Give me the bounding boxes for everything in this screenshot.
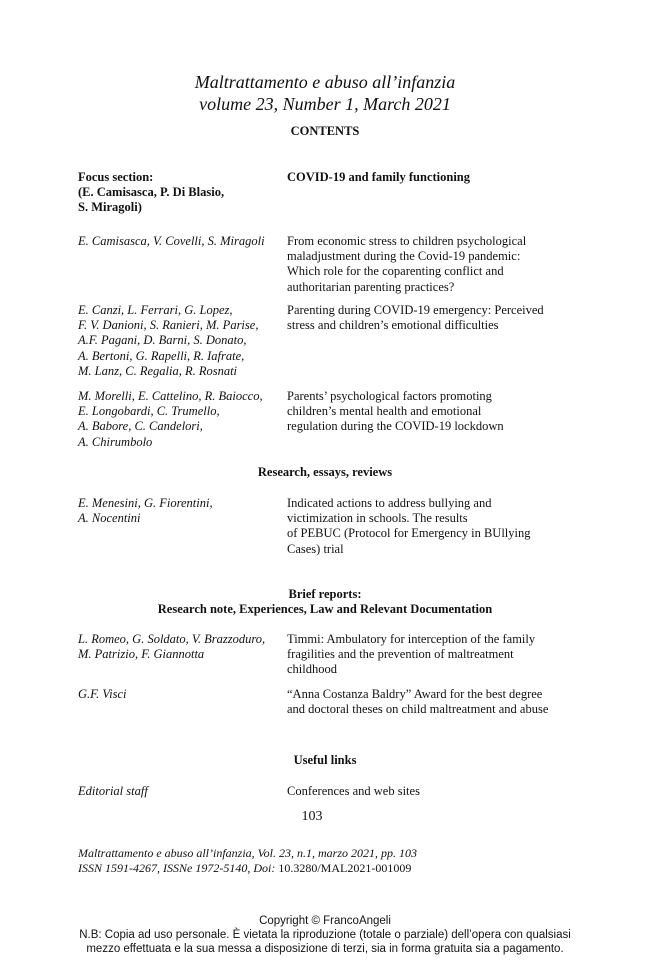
title-line: Timmi: Ambulatory for interception of the family — [287, 632, 536, 646]
title-line: regulation during the COVID-19 lockdown — [287, 419, 504, 434]
author-line: M. Patrizio, F. Giannotta — [78, 647, 205, 662]
copyright-disclaimer-line: mezzo effettuata e la sua messa a disposizione di terzi, sia in forma gratuita sia a pagamento. — [86, 943, 564, 955]
author-line: A.F. Pagani, D. Barni, S. Donato, — [78, 333, 247, 348]
entry-authors — [78, 784, 288, 799]
title-line: stress and children’s emotional difficulties — [287, 318, 499, 333]
section-heading-research: Research, essays, reviews — [257, 465, 393, 479]
focus-section-editors — [78, 170, 288, 216]
title-line: Indicated actions to address bullying and — [287, 496, 492, 510]
citation-doi: 10.3280/MAL2021-001009 — [278, 861, 412, 875]
title-line: fragilities and the prevention of maltreatment — [287, 647, 514, 662]
copyright-disclaimer-line: N.B: Copia ad uso personale. È vietata la riproduzione (totale o parziale) dell’opera con qualsiasi — [79, 929, 571, 941]
section-heading-brief-reports: Brief reports: — [288, 587, 362, 601]
citation-line: Maltrattamento e abuso all’infanzia, Vol. 23, n.1, marzo 2021, pp. 103 — [78, 846, 417, 860]
journal-title: Maltrattamento e abuso all’infanzia — [194, 72, 456, 92]
author-line: A. Bertoni, G. Rapelli, R. Iafrate, — [78, 348, 245, 363]
entry-title[interactable] — [287, 234, 587, 295]
title-line: maladjustment during the Covid-19 pandemic: — [287, 249, 521, 264]
author-line: F. V. Danioni, S. Ranieri, M. Parise, — [78, 318, 259, 333]
author-line: L. Romeo, G. Soldato, V. Brazzoduro, — [78, 632, 266, 646]
section-heading-useful-links: Useful links — [293, 753, 357, 767]
title-line: Cases) trial — [287, 541, 344, 556]
contents-heading: CONTENTS — [290, 124, 360, 138]
citation-issn-line — [78, 861, 598, 876]
focus-section-title: COVID-19 and family functioning — [287, 170, 471, 184]
title-line: From economic stress to children psychological — [287, 234, 527, 248]
author-line: E. Longobardi, C. Trumello, — [78, 404, 220, 419]
author-line: Editorial staff — [78, 784, 148, 798]
entry-title[interactable] — [287, 496, 587, 557]
citation — [78, 846, 598, 876]
title-line: childhood — [287, 662, 337, 677]
entry-authors — [78, 496, 288, 526]
focus-section-editors-line2: S. Miragoli) — [78, 200, 142, 215]
entry-title[interactable] — [287, 303, 587, 333]
title-line: Parenting during COVID-19 emergency: Perceived — [287, 303, 544, 317]
author-line: E. Menesini, G. Fiorentini, — [78, 496, 213, 510]
title-line: Parents’ psychological factors promoting — [287, 389, 492, 403]
entry-authors — [78, 389, 288, 450]
title-line: of PEBUC (Protocol for Emergency in BUllying — [287, 526, 531, 541]
author-line: E. Canzi, L. Ferrari, G. Lopez, — [78, 303, 233, 317]
entry-authors — [78, 687, 288, 702]
citation-issn: ISSN 1591-4267, ISSNe 1972-5140, Doi: — [78, 861, 279, 875]
entry-title[interactable] — [287, 389, 587, 435]
section-heading-brief-reports-subtitle: Research note, Experiences, Law and Relevant Documentation — [157, 602, 493, 616]
title-line: Which role for the coparenting conflict and — [287, 264, 504, 279]
title-line: Conferences and web sites — [287, 784, 420, 798]
title-line: authoritarian parenting practices? — [287, 279, 455, 294]
entry-authors — [78, 303, 288, 379]
title-line: children’s mental health and emotional — [287, 404, 482, 419]
author-line: A. Nocentini — [78, 511, 141, 526]
author-line: E. Camisasca, V. Covelli, S. Miragoli — [78, 234, 265, 248]
author-line: M. Lanz, C. Regalia, R. Rosnati — [78, 363, 238, 378]
title-line: victimization in schools. The results — [287, 511, 468, 526]
copyright-line: Copyright © FrancoAngeli — [259, 915, 391, 927]
focus-section-editors-line1: (E. Camisasca, P. Di Blasio, — [78, 185, 225, 200]
title-line: and doctoral theses on child maltreatment and abuse — [287, 702, 549, 717]
page-number: 103 — [301, 809, 323, 824]
title-line: “Anna Costanza Baldry” Award for the best degree — [287, 687, 543, 701]
author-line: M. Morelli, E. Cattelino, R. Baiocco, — [78, 389, 263, 403]
entry-title[interactable] — [287, 784, 587, 799]
entry-title[interactable] — [287, 632, 587, 678]
entry-authors — [78, 234, 288, 249]
author-line: A. Chirumbolo — [78, 434, 153, 449]
focus-section-label: Focus section: — [78, 170, 154, 184]
entry-authors — [78, 632, 288, 662]
entry-title[interactable] — [287, 687, 587, 717]
author-line: G.F. Visci — [78, 687, 127, 701]
copyright-notice — [0, 914, 650, 956]
journal-issue: volume 23, Number 1, March 2021 — [199, 94, 451, 114]
author-line: A. Babore, C. Candelori, — [78, 419, 203, 434]
